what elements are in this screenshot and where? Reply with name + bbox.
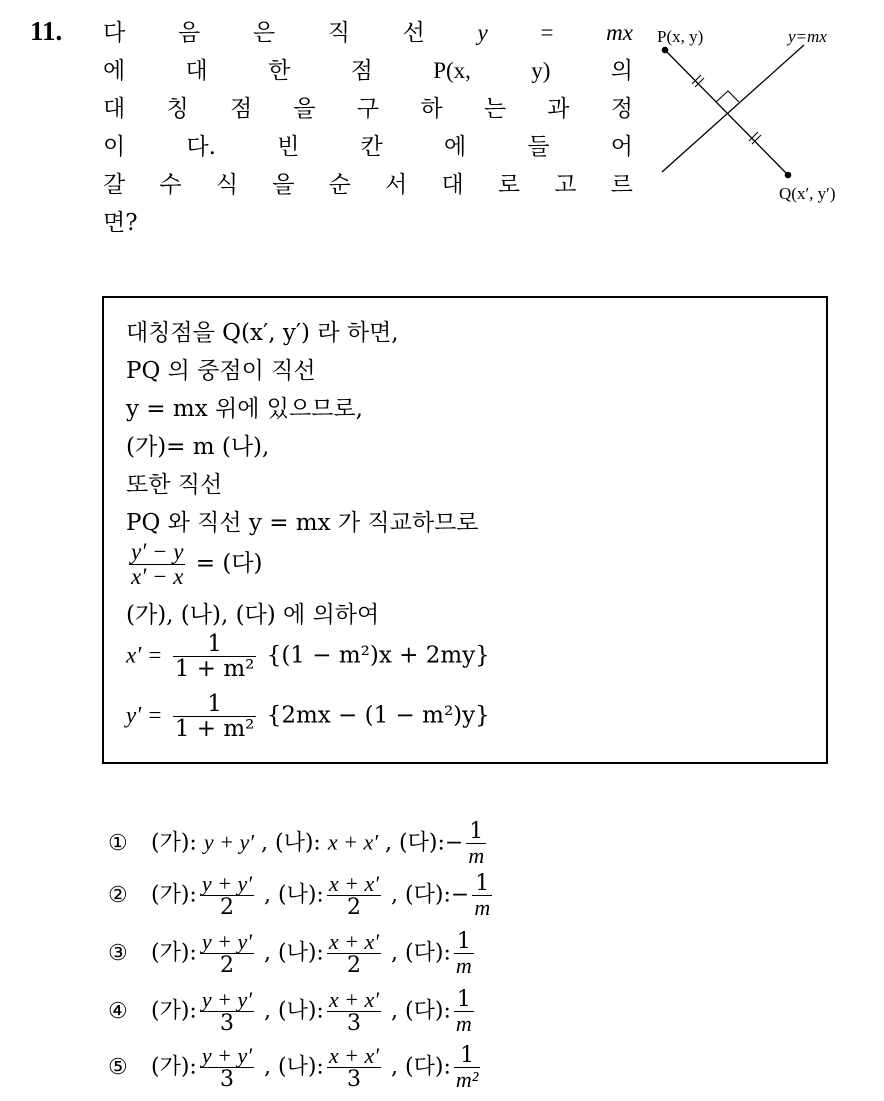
question-word: 고	[554, 172, 577, 198]
fraction-denominator: 3	[200, 1011, 254, 1035]
choice-5[interactable]	[108, 1044, 483, 1091]
point-q	[785, 172, 792, 179]
equation-rhs: {2mx − (1 − m²)y}	[266, 702, 490, 729]
choice-expression: y + y′	[203, 829, 255, 855]
question-word: y)	[531, 58, 551, 83]
choice-label: , (다):	[391, 940, 451, 966]
choice-label: , (다):	[391, 882, 451, 908]
segment-pq	[665, 50, 788, 175]
choice-label: (가):	[151, 940, 197, 966]
choice-marker: ①	[108, 830, 128, 856]
fraction-denominator: 1 + m²	[174, 656, 255, 683]
solution-line: 대칭점을 Q(x′, y′) 라 하면,	[126, 320, 399, 346]
fraction-denominator: 2	[327, 895, 381, 919]
fraction-denominator: m	[468, 843, 485, 869]
fraction-denominator: m	[455, 953, 472, 979]
choice-marker: ④	[108, 998, 128, 1024]
choice-3[interactable]	[108, 930, 477, 977]
fraction-denominator: m	[455, 1011, 472, 1037]
fraction-denominator: x′ − x	[131, 564, 184, 590]
question-word: 의	[610, 58, 633, 84]
question-word: 과	[547, 96, 570, 122]
fraction-denominator: 2	[327, 953, 381, 977]
fraction-numerator: 1	[456, 929, 471, 954]
question-word: 칸	[360, 134, 383, 160]
label-line: y=mx	[788, 27, 827, 46]
equation-lhs: x′ =	[126, 642, 163, 668]
choice-label: (가):	[151, 998, 197, 1024]
question-word: 선	[402, 20, 425, 46]
question-word: 는	[483, 96, 507, 122]
question-word: mx	[606, 20, 633, 45]
choice-label: , (나):	[261, 830, 321, 856]
choice-label: , (다):	[385, 830, 445, 856]
question-word: 한	[268, 58, 291, 84]
fraction-numerator: y′ − y	[131, 539, 184, 564]
question-word: 은	[252, 20, 276, 46]
point-p	[662, 47, 669, 54]
choice-label: , (나):	[264, 882, 324, 908]
choice-fraction	[200, 872, 254, 919]
question-word: 대	[103, 96, 126, 122]
question-word: 순	[328, 172, 351, 198]
choice-4[interactable]	[108, 988, 477, 1035]
fraction-numerator: y + y′	[201, 929, 253, 954]
fraction-numerator: y + y′	[201, 1043, 253, 1068]
fraction-denominator: 3	[327, 1067, 381, 1091]
question-word: 정	[610, 96, 633, 122]
question-text	[103, 14, 633, 242]
label-q: Q(x′, y′)	[779, 184, 836, 203]
choice-label: (가):	[151, 882, 197, 908]
choice-marker: ②	[108, 882, 128, 908]
fraction-numerator: 1	[475, 871, 490, 896]
choice-sign: −	[444, 830, 464, 856]
choice-label: , (나):	[264, 1054, 324, 1080]
fraction-numerator: x + x′	[328, 1043, 380, 1068]
question-line-3	[103, 90, 633, 128]
question-word: 면?	[103, 210, 138, 236]
x-prime-equation	[126, 632, 490, 681]
question-word: 점	[229, 96, 253, 122]
line-y-mx	[662, 45, 804, 172]
y-prime-equation	[126, 692, 490, 741]
question-word: P(x,	[433, 58, 471, 83]
choice-label: , (나):	[264, 940, 324, 966]
question-word: 이	[103, 134, 126, 160]
solution-line: PQ 와 직선 y = mx 가 직교하므로	[126, 510, 479, 536]
question-line-2	[103, 52, 633, 90]
question-word: 수	[159, 172, 182, 198]
coefficient-fraction	[173, 692, 257, 741]
question-word: 에	[103, 58, 126, 84]
fraction-numerator: 1	[207, 691, 222, 717]
choice-fraction	[200, 1044, 254, 1091]
question-word: 을	[272, 172, 295, 198]
question-word: 어	[610, 134, 633, 160]
question-line-1	[103, 14, 633, 52]
fraction-denominator: m²	[455, 1067, 479, 1093]
fraction-denominator: 3	[200, 1067, 254, 1091]
question-word: =	[540, 20, 554, 45]
label-p: P(x, y)	[657, 27, 704, 46]
question-word: y	[477, 20, 488, 45]
choice-fraction	[200, 930, 254, 977]
choice-fraction	[327, 1044, 381, 1091]
choice-fraction	[327, 988, 381, 1035]
question-word: 구	[356, 96, 380, 122]
solution-line: (가), (나), (다) 에 의하여	[126, 602, 380, 628]
right-angle-mark	[716, 91, 739, 102]
question-word: 대	[185, 58, 208, 84]
question-word: 점	[350, 58, 373, 84]
fraction-numerator: y + y′	[201, 871, 253, 896]
question-word: 식	[215, 172, 239, 198]
question-word: 을	[293, 96, 316, 122]
question-word: 로	[497, 172, 521, 198]
question-line-6	[103, 204, 633, 242]
solution-line: PQ 의 중점이 직선	[126, 358, 316, 384]
question-word: 다.	[186, 134, 216, 160]
choice-label: (가):	[151, 830, 197, 856]
fraction-numerator: 1	[469, 819, 484, 844]
solution-line: 또한 직선	[126, 472, 223, 498]
equation-lhs: y′ =	[126, 702, 163, 728]
equation-rhs: {(1 − m²)x + 2my}	[266, 642, 490, 669]
solution-box	[102, 296, 828, 764]
choice-marker: ⑤	[108, 1054, 128, 1080]
solution-line: (가)= m (나),	[126, 434, 270, 460]
choice-sign: −	[450, 882, 470, 908]
choice-fraction	[454, 988, 474, 1035]
question-word: 음	[177, 20, 201, 46]
question-word: 갈	[103, 172, 126, 198]
choice-label: , (다):	[391, 1054, 451, 1080]
fraction-denominator: m	[474, 895, 491, 921]
fraction-numerator: x + x′	[328, 929, 380, 954]
choice-fraction	[327, 930, 381, 977]
equation-rhs: = (다)	[195, 550, 263, 577]
fraction-denominator: 3	[327, 1011, 381, 1035]
choice-label: (가):	[151, 1054, 197, 1080]
fraction-denominator: 2	[200, 895, 254, 919]
choice-fraction	[454, 1044, 480, 1091]
choice-fraction	[466, 820, 486, 867]
choice-2[interactable]	[108, 872, 495, 919]
question-word: 다	[103, 20, 126, 46]
question-word: 들	[527, 134, 550, 160]
choice-fraction	[472, 872, 492, 919]
question-line-4	[103, 128, 633, 166]
question-line-5	[103, 166, 633, 204]
fraction-numerator: x + x′	[328, 987, 380, 1012]
question-word: 직	[327, 20, 350, 46]
question-word: 에	[443, 134, 467, 160]
slope-equation	[126, 540, 263, 589]
fraction-denominator: 2	[200, 953, 254, 977]
solution-line: y = mx 위에 있으므로,	[126, 396, 363, 422]
choice-fraction	[200, 988, 254, 1035]
choice-1[interactable]	[108, 820, 489, 867]
choice-expression: x + x′	[327, 829, 379, 855]
choice-label: , (다):	[391, 998, 451, 1024]
slope-fraction	[129, 540, 185, 589]
fraction-numerator: y + y′	[201, 987, 253, 1012]
choice-fraction	[454, 930, 474, 977]
question-word: 칭	[166, 96, 189, 122]
fraction-numerator: 1	[456, 987, 471, 1012]
choice-fraction	[327, 872, 381, 919]
fraction-numerator: 1	[460, 1043, 475, 1068]
choice-label: , (나):	[264, 998, 324, 1024]
fraction-denominator: 1 + m²	[174, 716, 255, 743]
fraction-numerator: x + x′	[328, 871, 380, 896]
reflection-diagram	[648, 18, 868, 218]
fraction-numerator: 1	[207, 631, 222, 657]
question-word: 대	[441, 172, 464, 198]
question-word: 하	[420, 96, 443, 122]
question-number: 11.	[30, 16, 63, 46]
question-word: 빈	[277, 134, 300, 160]
choice-marker: ③	[108, 940, 128, 966]
coefficient-fraction	[173, 632, 257, 681]
question-word: 르	[610, 172, 633, 198]
question-word: 서	[385, 172, 408, 198]
